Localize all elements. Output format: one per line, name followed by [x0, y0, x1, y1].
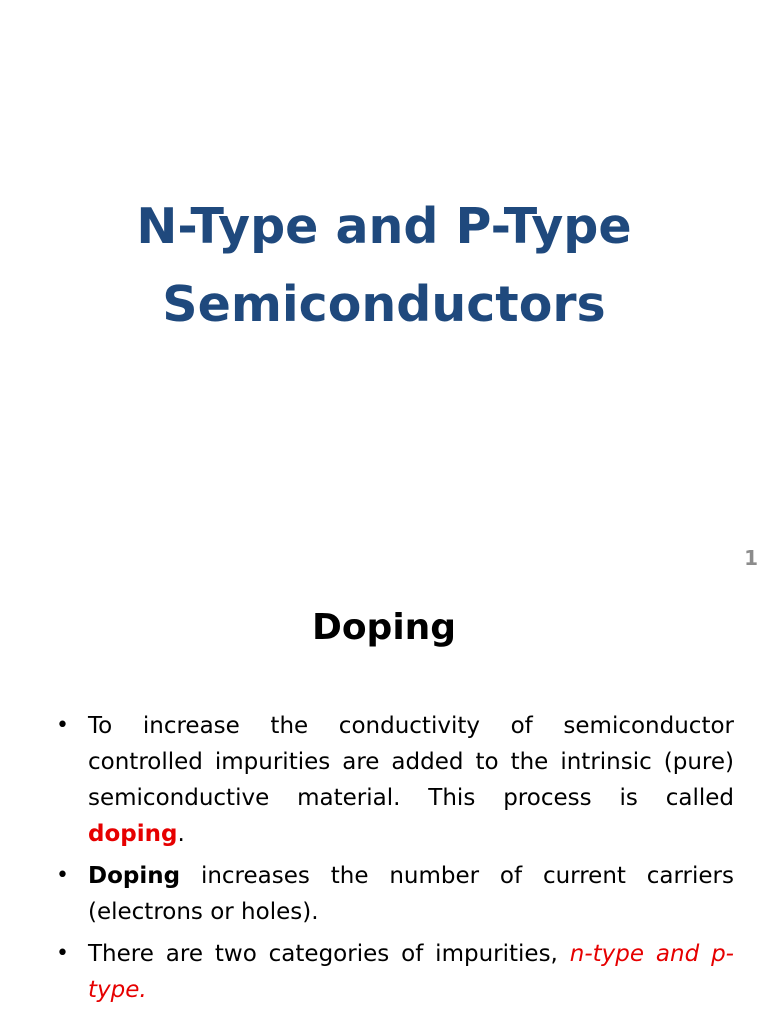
- keyword-n-type-p-type: n-type and p-type.: [88, 941, 734, 1003]
- bullet-icon: •: [56, 863, 69, 888]
- bullet-icon: •: [56, 941, 69, 966]
- keyword-doping: doping: [88, 821, 178, 847]
- slide-number: 1: [744, 546, 758, 570]
- slide-title-line-1: N-Type and P-Type: [136, 198, 632, 255]
- slide-heading: Doping: [311, 607, 457, 648]
- bullet-text-end: .: [177, 821, 185, 847]
- bullet-text: increases the number of current carriers (electrons or holes).: [88, 863, 734, 925]
- bullet-icon: •: [56, 713, 69, 738]
- bullet-item-2: [56, 858, 734, 930]
- keyword-doping-bold: Doping: [88, 863, 181, 889]
- slide-2: [0, 576, 768, 1024]
- slide-title-line-2: Semiconductors: [162, 276, 606, 333]
- bullet-text: To increase the conductivity of semiconductor controlled impurities are added to the intrinsic (pure) semiconductive material. This process is called: [88, 713, 734, 811]
- bullet-item-3: [56, 936, 734, 1008]
- slide-title: [0, 188, 768, 344]
- bullet-item-1: [56, 708, 734, 852]
- bullet-text: There are two categories of impurities,: [88, 941, 570, 967]
- bullet-list: [56, 708, 734, 1014]
